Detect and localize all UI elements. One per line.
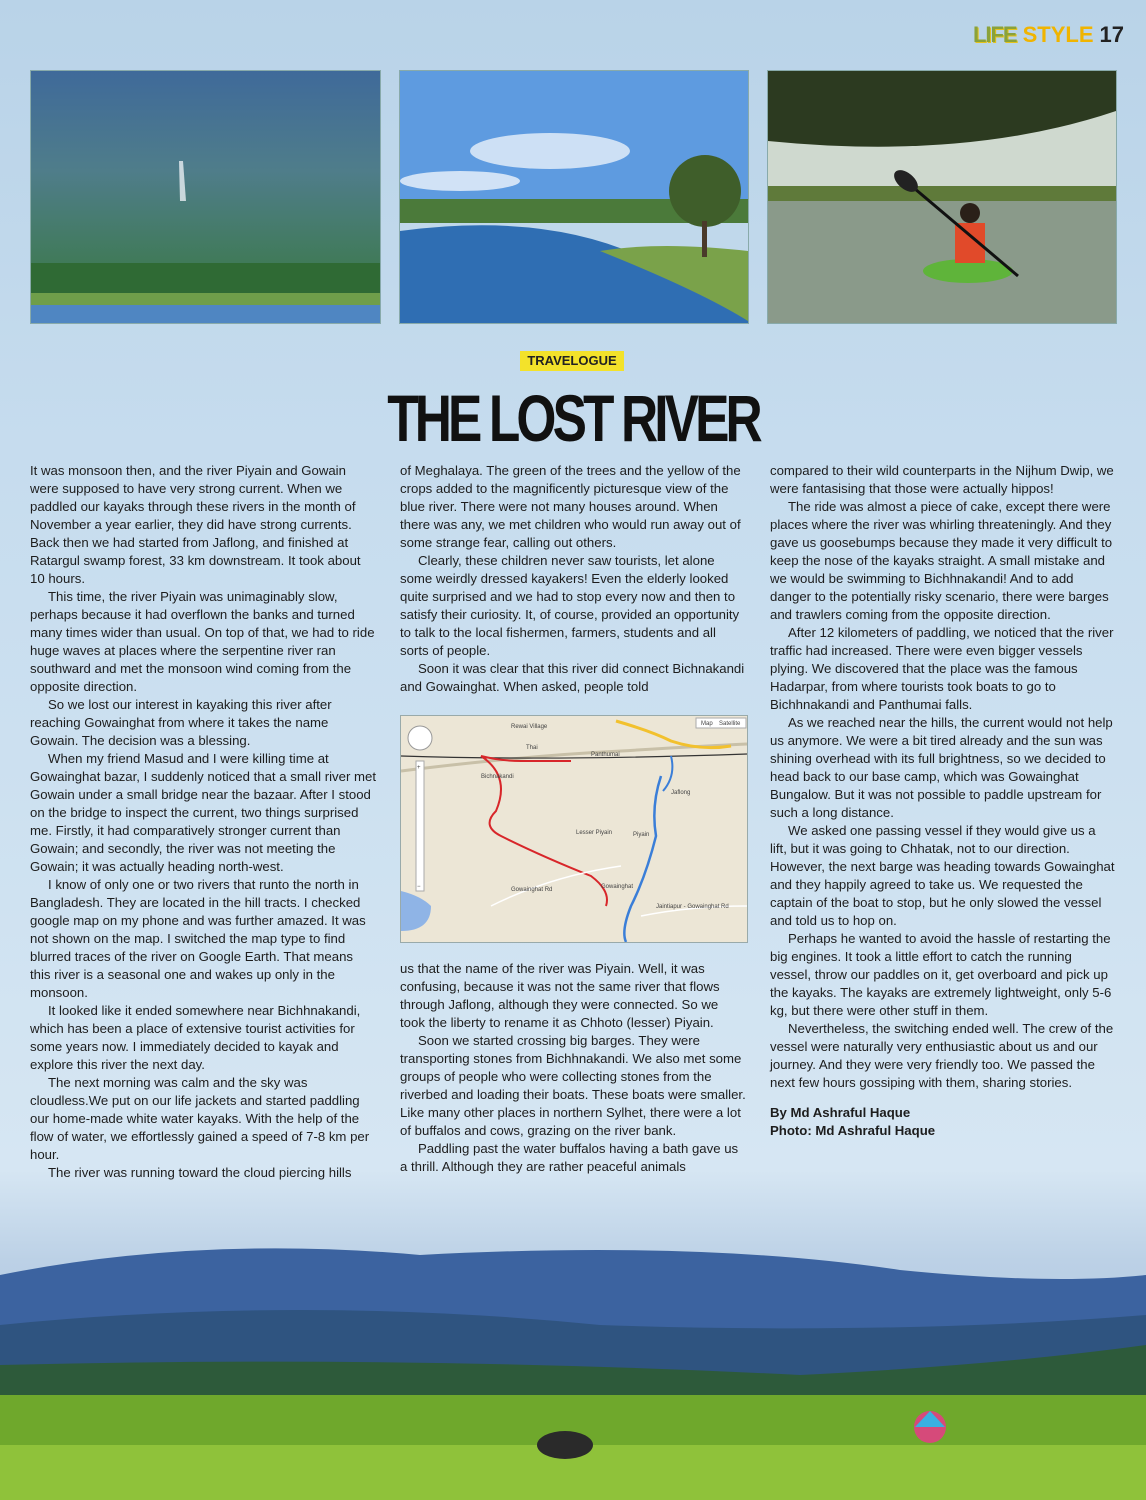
paragraph: After 12 kilometers of paddling, we noticed that the river traffic had increased. There were even bigger vessels plying. We discovered that the place was the famous Hadarpar, from where tourists took boats to go to Bichhnakandi and Panthumai falls. — [770, 625, 1114, 712]
map-button[interactable]: Map — [701, 721, 713, 727]
column-1 — [30, 462, 376, 1182]
photo-credit: Photo: Md Ashraful Haque — [770, 1123, 936, 1138]
column-2-top — [400, 462, 746, 696]
paragraph: Clearly, these children never saw tourists, let alone some weirdly dressed kayakers! Even the elderly looked quite surprised and we had to stop every now and then to satisfy their curiosity. It, of course, provided an opportunity to talk to the local fishermen, farmers, students and all sorts of people. — [400, 553, 740, 658]
paragraph: compared to their wild counterparts in the Nijhum Dwip, we were fantasising that those were actually hippos! — [770, 463, 1114, 496]
paragraph: The next morning was calm and the sky was cloudless.We put on our life jackets and started paddling our home-made white water kayaks. With the help of the flow of water, we effortlessly gained a speed of 7-8 km per hour. — [30, 1075, 370, 1162]
column-3 — [770, 462, 1116, 1140]
paragraph: of Meghalaya. The green of the trees and the yellow of the crops added to the magnificently picturesque view of the blue river. There were not many houses around. When there was any, we met children who would run away out of some strange fear, calling out others. — [400, 463, 741, 550]
satellite-button[interactable]: Satellite — [719, 721, 741, 727]
paragraph: The ride was almost a piece of cake, except there were places where the river was whirling threateningly. And they gave us goosebumps because they made it very difficult to keep the nose of the kayaks straight. A small mistake and we would be swimming to Bichhnakandi! And to add danger to the potentially risky scenario, there were barges and trawlers coming from the opposite direction. — [770, 499, 1113, 622]
map-label-panthumai: Panthumai — [591, 752, 620, 758]
paragraph: us that the name of the river was Piyain. Well, it was confusing, because it was not the same river that flows through Jaflong, although they were connected. So we took the liberty to rename it as Chhoto (lesser) Piyain. — [400, 961, 720, 1030]
photo-blue-river — [399, 70, 749, 324]
map-label-jaflong: Jaflong — [671, 790, 691, 796]
page-number: 17 — [1099, 22, 1124, 47]
paragraph: Nevertheless, the switching ended well. The crew of the vessel were naturally very enthusiastic about us and our journey. And they were very friendly too. We passed the next few hours gossiping with them, sharing stories. — [770, 1021, 1114, 1090]
byline — [770, 1104, 1116, 1140]
map-label-bichnakandi: Bichnakandi — [481, 774, 514, 780]
map-label-jaintiapur-rd: Jaintiapur - Gowainghat Rd — [656, 904, 729, 910]
route-map[interactable] — [400, 715, 748, 943]
photo-waterfall-hills — [30, 70, 381, 324]
paragraph: I know of only one or two rivers that runto the north in Bangladesh. They are located in the hill tracts. I checked google map on my phone and was further amazed. It was not shown on the map. I switched the map type to find blurred traces of the river on Google Earth. That means this river is a seasonal one and wakes up only in the monsoon. — [30, 877, 366, 1000]
paragraph: As we reached near the hills, the current would not help us anymore. We were a bit tired already and the sun was shining overhead with its full brightness, so we decided to head back to our base camp, which was Gowainghat Bungalow. But it was not possible to paddle upstream for such a long distance. — [770, 715, 1113, 820]
paragraph: We asked one passing vessel if they would give us a lift, but it was going to Chhatak, not to our direction. However, the next barge was heading towards Gowainghat and they happily agreed to take us. We requested the captain of the boat to stop, but he only slowed the vessel and told us to hop on. — [770, 823, 1115, 928]
kicker-label: TRAVELOGUE — [520, 351, 624, 371]
paragraph: This time, the river Piyain was unimaginably slow, perhaps because it had overflown the banks and turned many times wider than usual. On top of that, we had to ride huge waves at places where the serpentine river ran southward and met the monsoon wind coming from the opposite direction. — [30, 589, 375, 694]
map-label-lesser-piyain: Lesser Piyain — [576, 830, 613, 836]
paragraph: So we lost our interest in kayaking this river after reaching Gowainghat from where it takes the name Gowain. The decision was a blessing. — [30, 697, 332, 748]
section-word-style: STYLE — [1022, 22, 1094, 47]
photo-kayaker — [767, 70, 1117, 324]
map-label-gowainghat: Gowainghat — [601, 884, 634, 890]
map-label-gowainghat-rd: Gowainghat Rd — [511, 887, 553, 893]
paragraph: Soon it was clear that this river did connect Bichnakandi and Gowainghat. When asked, people told — [400, 661, 745, 694]
map-label-piyain: Piyain — [633, 832, 650, 838]
paragraph: The river was running toward the cloud piercing hills — [48, 1165, 352, 1180]
paragraph: When my friend Masud and I were killing time at Gowainghat bazar, I suddenly noticed that a small river met Gowain under a small bridge near the bazaar. After I stood on the bridge to inspect the current, two things surprised me. Firstly, it had comparatively stronger current than Gowain; and secondly, the river was not meeting the Gowain; it was actually heading north-west. — [30, 751, 376, 874]
author-credit: By Md Ashraful Haque — [770, 1105, 911, 1120]
paragraph: Paddling past the water buffalos having a bath gave us a thrill. Although they are rather peaceful animals — [400, 1141, 739, 1174]
map-label-thai: Thai — [526, 745, 538, 751]
zoom-out-icon[interactable]: − — [417, 884, 421, 890]
paragraph: Perhaps he wanted to avoid the hassle of restarting the big engines. It took a little effort to catch the running vessel, throw our paddles on it, get overboard and pick up the kayaks. The kayaks are extremely lightweight, only 5-6 kg, but there were other stuff in them. — [770, 931, 1112, 1018]
photo-buffalo-field — [0, 1215, 1146, 1500]
column-2-bottom — [400, 960, 746, 1176]
section-header — [973, 22, 1124, 48]
paragraph: Soon we started crossing big barges. They were transporting stones from Bichhnakandi. We also met some groups of people who were collecting stones from the riverbed and loading their boats. These boats were smaller. Like many other places in northern Sylhet, there were a lot of buffalos and cows, grazing on the river bank. — [400, 1033, 746, 1138]
paragraph: It looked like it ended somewhere near Bichhnakandi, which has been a place of extensive tourist activities for some years now. I immediately decided to kayak and explore this river the next day. — [30, 1003, 361, 1072]
paragraph: It was monsoon then, and the river Piyain and Gowain were supposed to have very strong current. When we paddled our kayaks through these rivers in the month of November a year earlier, they did have strong currents. Back then we had started from Jaflong, and finished at Ratargul swamp forest, 33 km downstream. It took about 10 hours. — [30, 463, 361, 586]
map-label-rewai-village: Rewai Village — [511, 724, 548, 730]
section-word-life: LIFE — [972, 22, 1017, 47]
article-title: THE LOST RIVER — [387, 381, 759, 455]
zoom-in-icon[interactable]: + — [417, 765, 421, 771]
